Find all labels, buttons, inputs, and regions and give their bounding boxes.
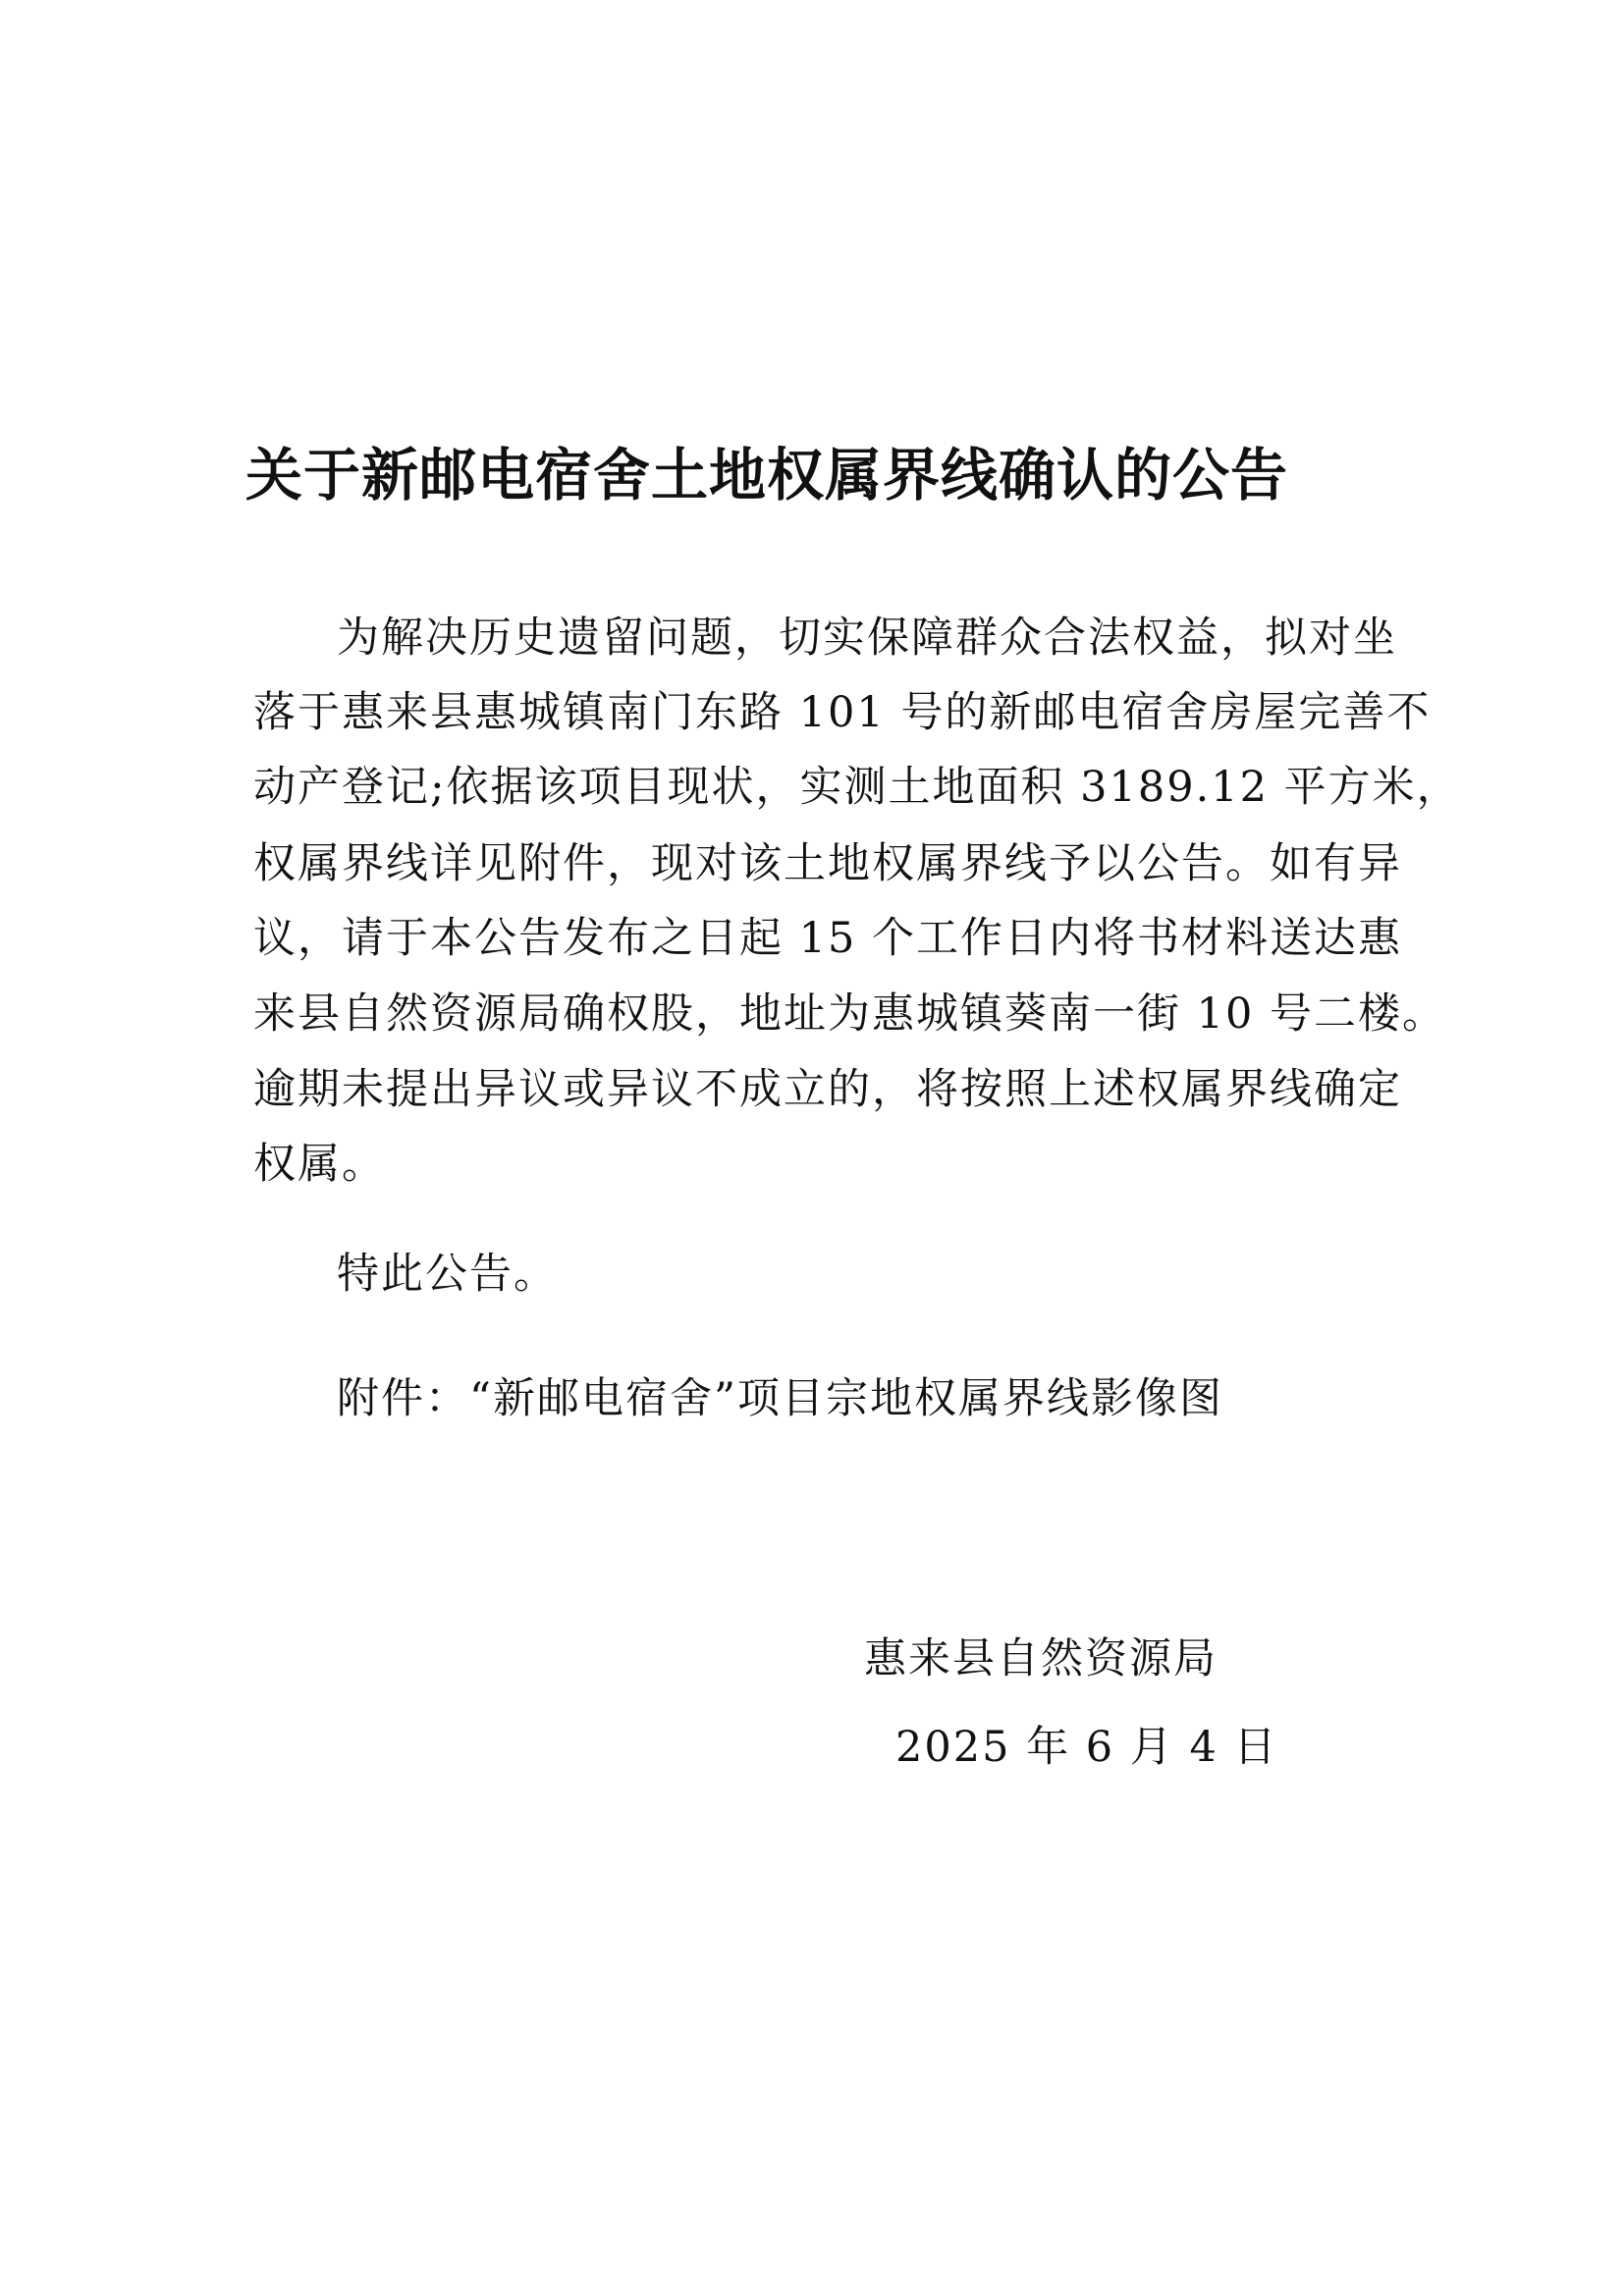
body-line: 落于惠来县惠城镇南门东路 101 号的新邮电宿舍房屋完善不 xyxy=(253,688,1432,737)
body-line: 议，请于本公告发布之日起 15 个工作日内将书材料送达惠 xyxy=(253,914,1403,963)
document-title: 关于新邮电宿舍土地权属界线确认的公告 xyxy=(245,442,1289,508)
body-line: 权属。 xyxy=(253,1140,386,1189)
body-line: 来县自然资源局确权股，地址为惠城镇葵南一街 10 号二楼。 xyxy=(253,989,1447,1039)
body-line: 权属界线详见附件，现对该土地权属界线予以公告。如有异 xyxy=(253,839,1402,888)
signature-org: 惠来县自然资源局 xyxy=(864,1634,1218,1683)
closing-statement: 特此公告。 xyxy=(337,1250,558,1299)
body-line: 为解决历史遗留问题，切实保障群众合法权益，拟对坐 xyxy=(337,614,1397,663)
signature-date: 2025 年 6 月 4 日 xyxy=(895,1723,1278,1772)
body-line: 逾期未提出异议或异议不成立的，将按照上述权属界线确定 xyxy=(253,1065,1402,1114)
body-line: 动产登记;依据该项目现状，实测土地面积 3189.12 平方米， xyxy=(253,763,1461,812)
attachment-note: 附件：“新邮电宿舍”项目宗地权属界线影像图 xyxy=(337,1374,1223,1423)
